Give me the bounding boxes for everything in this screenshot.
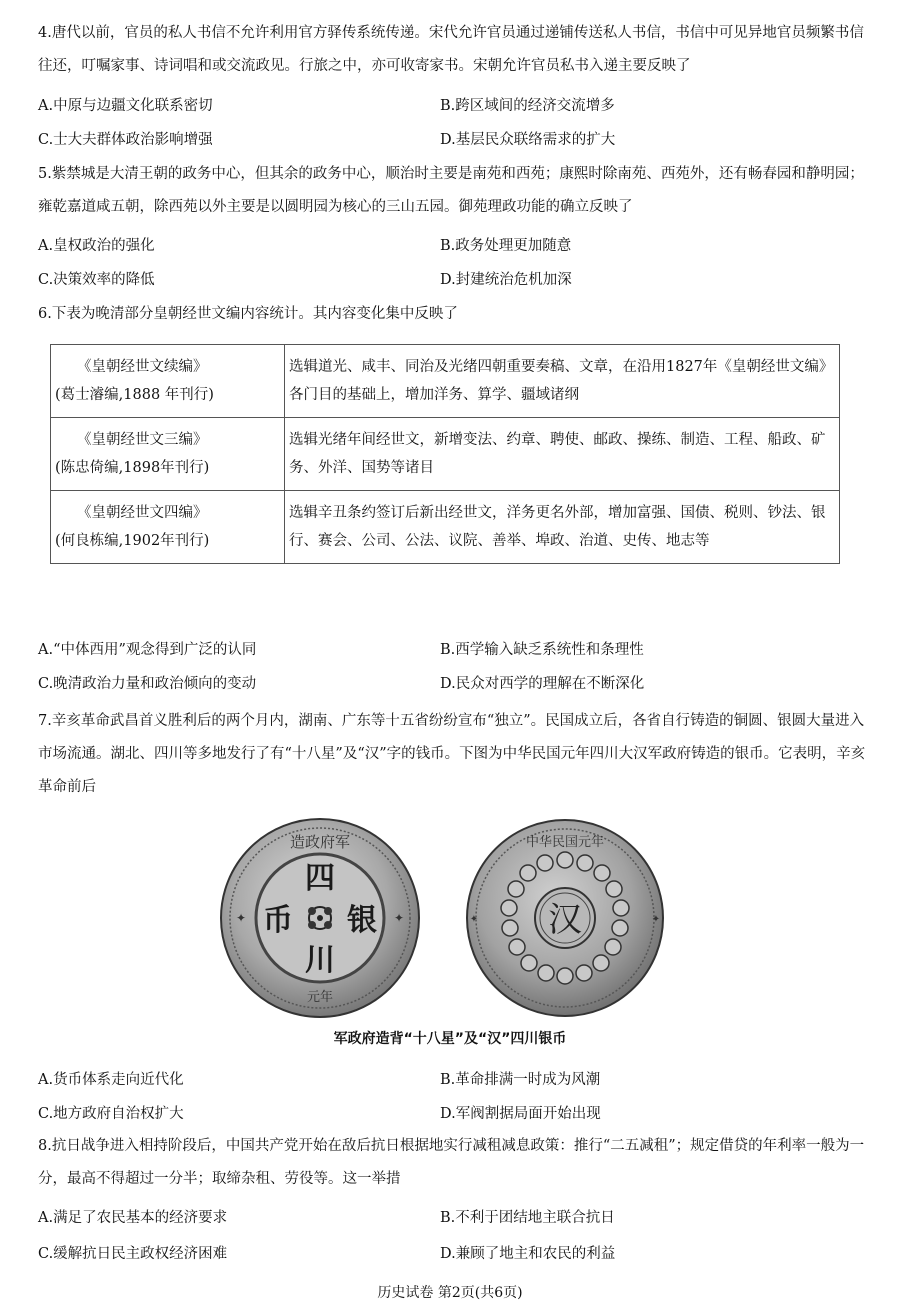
coin-front-char-top: 四	[305, 861, 335, 896]
figure-caption: 军政府造背“十八星”及“汉”四川银币	[333, 1031, 567, 1047]
coin-back-han-char: 汉	[548, 900, 582, 940]
table-cell-book	[51, 418, 285, 491]
table-cell-content: 选辑道光、咸丰、同治及光绪四朝重要奏稿、文章，在沿用1827年《皇朝经世文编》各门目的基础上，增加洋务、算学、疆域诸纲	[285, 345, 840, 418]
q7-option-d[interactable]: D.军阀割据局面开始出现	[440, 1106, 601, 1122]
q4-option-d[interactable]: D.基层民众联络需求的扩大	[440, 132, 616, 148]
question-6-stem: 6.下表为晚清部分皇朝经世文编内容统计。其内容变化集中反映了	[38, 306, 458, 322]
table-row	[51, 345, 840, 418]
table-cell-book	[51, 491, 285, 564]
book-title: 《皇朝经世文四编》	[77, 505, 208, 521]
coin-front-char-bottom: 川	[305, 943, 335, 978]
silver-coin-figure	[0, 818, 900, 1018]
q5-option-a[interactable]: A.皇权政治的强化	[38, 238, 155, 254]
book-title: 《皇朝经世文续编》	[77, 359, 208, 375]
table-cell-content: 选辑辛丑条约签订后新出经世文，洋务更名外部，增加富强、国债、税则、钞法、银行、赛会、公司、公法、议院、善举、埠政、治道、史传、地志等	[285, 491, 840, 564]
q6-option-c[interactable]: C.晚清政治力量和政治倾向的变动	[38, 676, 257, 692]
book-editor: (葛士濬编,1888 年刊行)	[55, 387, 214, 403]
question-8-stem: 8.抗日战争进入相持阶段后，中国共产党开始在敌后抗日根据地实行减租减息政策：推行“二五减租”；规定借贷的年利率一般为一分，最高不得超过一分半；取缔杂租、劳役等。这一举措	[38, 1138, 865, 1187]
q8-option-c[interactable]: C.缓解抗日民主政权经济困难	[38, 1246, 228, 1262]
coin-front-rim-bottom: 元年	[306, 990, 334, 1005]
q7-option-c[interactable]: C.地方政府自治权扩大	[38, 1106, 184, 1122]
question-7-stem: 7.辛亥革命武昌首义胜利后的两个月内，湖南、广东等十五省纷纷宣布“独立”。民国成立后，各省自行铸造的铜圆、银圆大量进入市场流通。湖北、四川等多地发行了有“十八星”及“汉”字的钱币。下图为中华民国元年四川大汉军政府铸造的银币。它表明，辛亥革命前后	[38, 713, 866, 795]
q8-option-d[interactable]: D.兼顾了地主和农民的利益	[440, 1246, 616, 1262]
q4-option-b[interactable]: B.跨区域间的经济交流增多	[440, 98, 615, 114]
book-editor: (何良栋编,1902年刊行)	[55, 533, 210, 549]
coin-back-rim-top: 中华民国元年	[525, 835, 605, 850]
table-cell-book	[51, 345, 285, 418]
q7-option-a[interactable]: A.货币体系走向近代化	[38, 1072, 184, 1088]
table-row	[51, 418, 840, 491]
jingshi-wenbian-table	[50, 344, 840, 564]
coin-front	[221, 819, 419, 1017]
page-footer: 历史试卷 第2页(共6页)	[377, 1285, 523, 1301]
table-row	[51, 491, 840, 564]
coin-illustration	[0, 818, 900, 1018]
coin-back-star-left-icon: ✦	[469, 914, 479, 925]
q5-option-b[interactable]: B.政务处理更加随意	[440, 238, 572, 254]
q6-option-a[interactable]: A.“中体西用”观念得到广泛的认同	[38, 642, 257, 658]
coin-front-star-left-icon: ✦	[235, 911, 247, 925]
q6-option-d[interactable]: D.民众对西学的理解在不断深化	[440, 676, 645, 692]
q7-option-b[interactable]: B.革命排满一时成为风潮	[440, 1072, 601, 1088]
coin-front-star-right-icon: ✦	[393, 911, 405, 925]
q4-option-a[interactable]: A.中原与边疆文化联系密切	[38, 98, 213, 114]
question-4-stem: 4.唐代以前，官员的私人书信不允许利用官方驿传系统传递。宋代允许官员通过递铺传送私人书信，书信中可见异地官员频繁书信往还，叮嘱家事、诗词唱和或交流政见。行旅之中，亦可收寄家书。宋朝允许官员私书入递主要反映了	[38, 25, 864, 74]
coin-back	[467, 820, 663, 1016]
coin-front-rim-top: 造政府军	[289, 833, 351, 851]
book-title: 《皇朝经世文三编》	[77, 432, 208, 448]
table-cell-content: 选辑光绪年间经世文，新增变法、约章、聘使、邮政、操练、制造、工程、船政、矿务、外洋、国势等诸目	[285, 418, 840, 491]
q8-option-b[interactable]: B.不利于团结地主联合抗日	[440, 1210, 615, 1226]
q4-option-c[interactable]: C.士大夫群体政治影响增强	[38, 132, 213, 148]
q8-option-a[interactable]: A.满足了农民基本的经济要求	[38, 1210, 228, 1226]
question-5-stem: 5.紫禁城是大清王朝的政务中心，但其余的政务中心，顺治时主要是南苑和西苑；康熙时除南苑、西苑外，还有畅春园和静明园；雍乾嘉道咸五朝，除西苑以外主要是以圆明园为核心的三山五园。御苑理政功能的确立反映了	[38, 166, 864, 215]
book-editor: (陈忠倚编,1898年刊行)	[55, 460, 210, 476]
q5-option-c[interactable]: C.决策效率的降低	[38, 272, 155, 288]
coin-front-char-left: 币	[263, 903, 293, 938]
q6-option-b[interactable]: B.西学输入缺乏系统性和条理性	[440, 642, 644, 658]
coin-back-star-right-icon: ✦	[651, 914, 661, 925]
coin-front-char-right: 银	[347, 903, 377, 938]
q5-option-d[interactable]: D.封建统治危机加深	[440, 272, 572, 288]
